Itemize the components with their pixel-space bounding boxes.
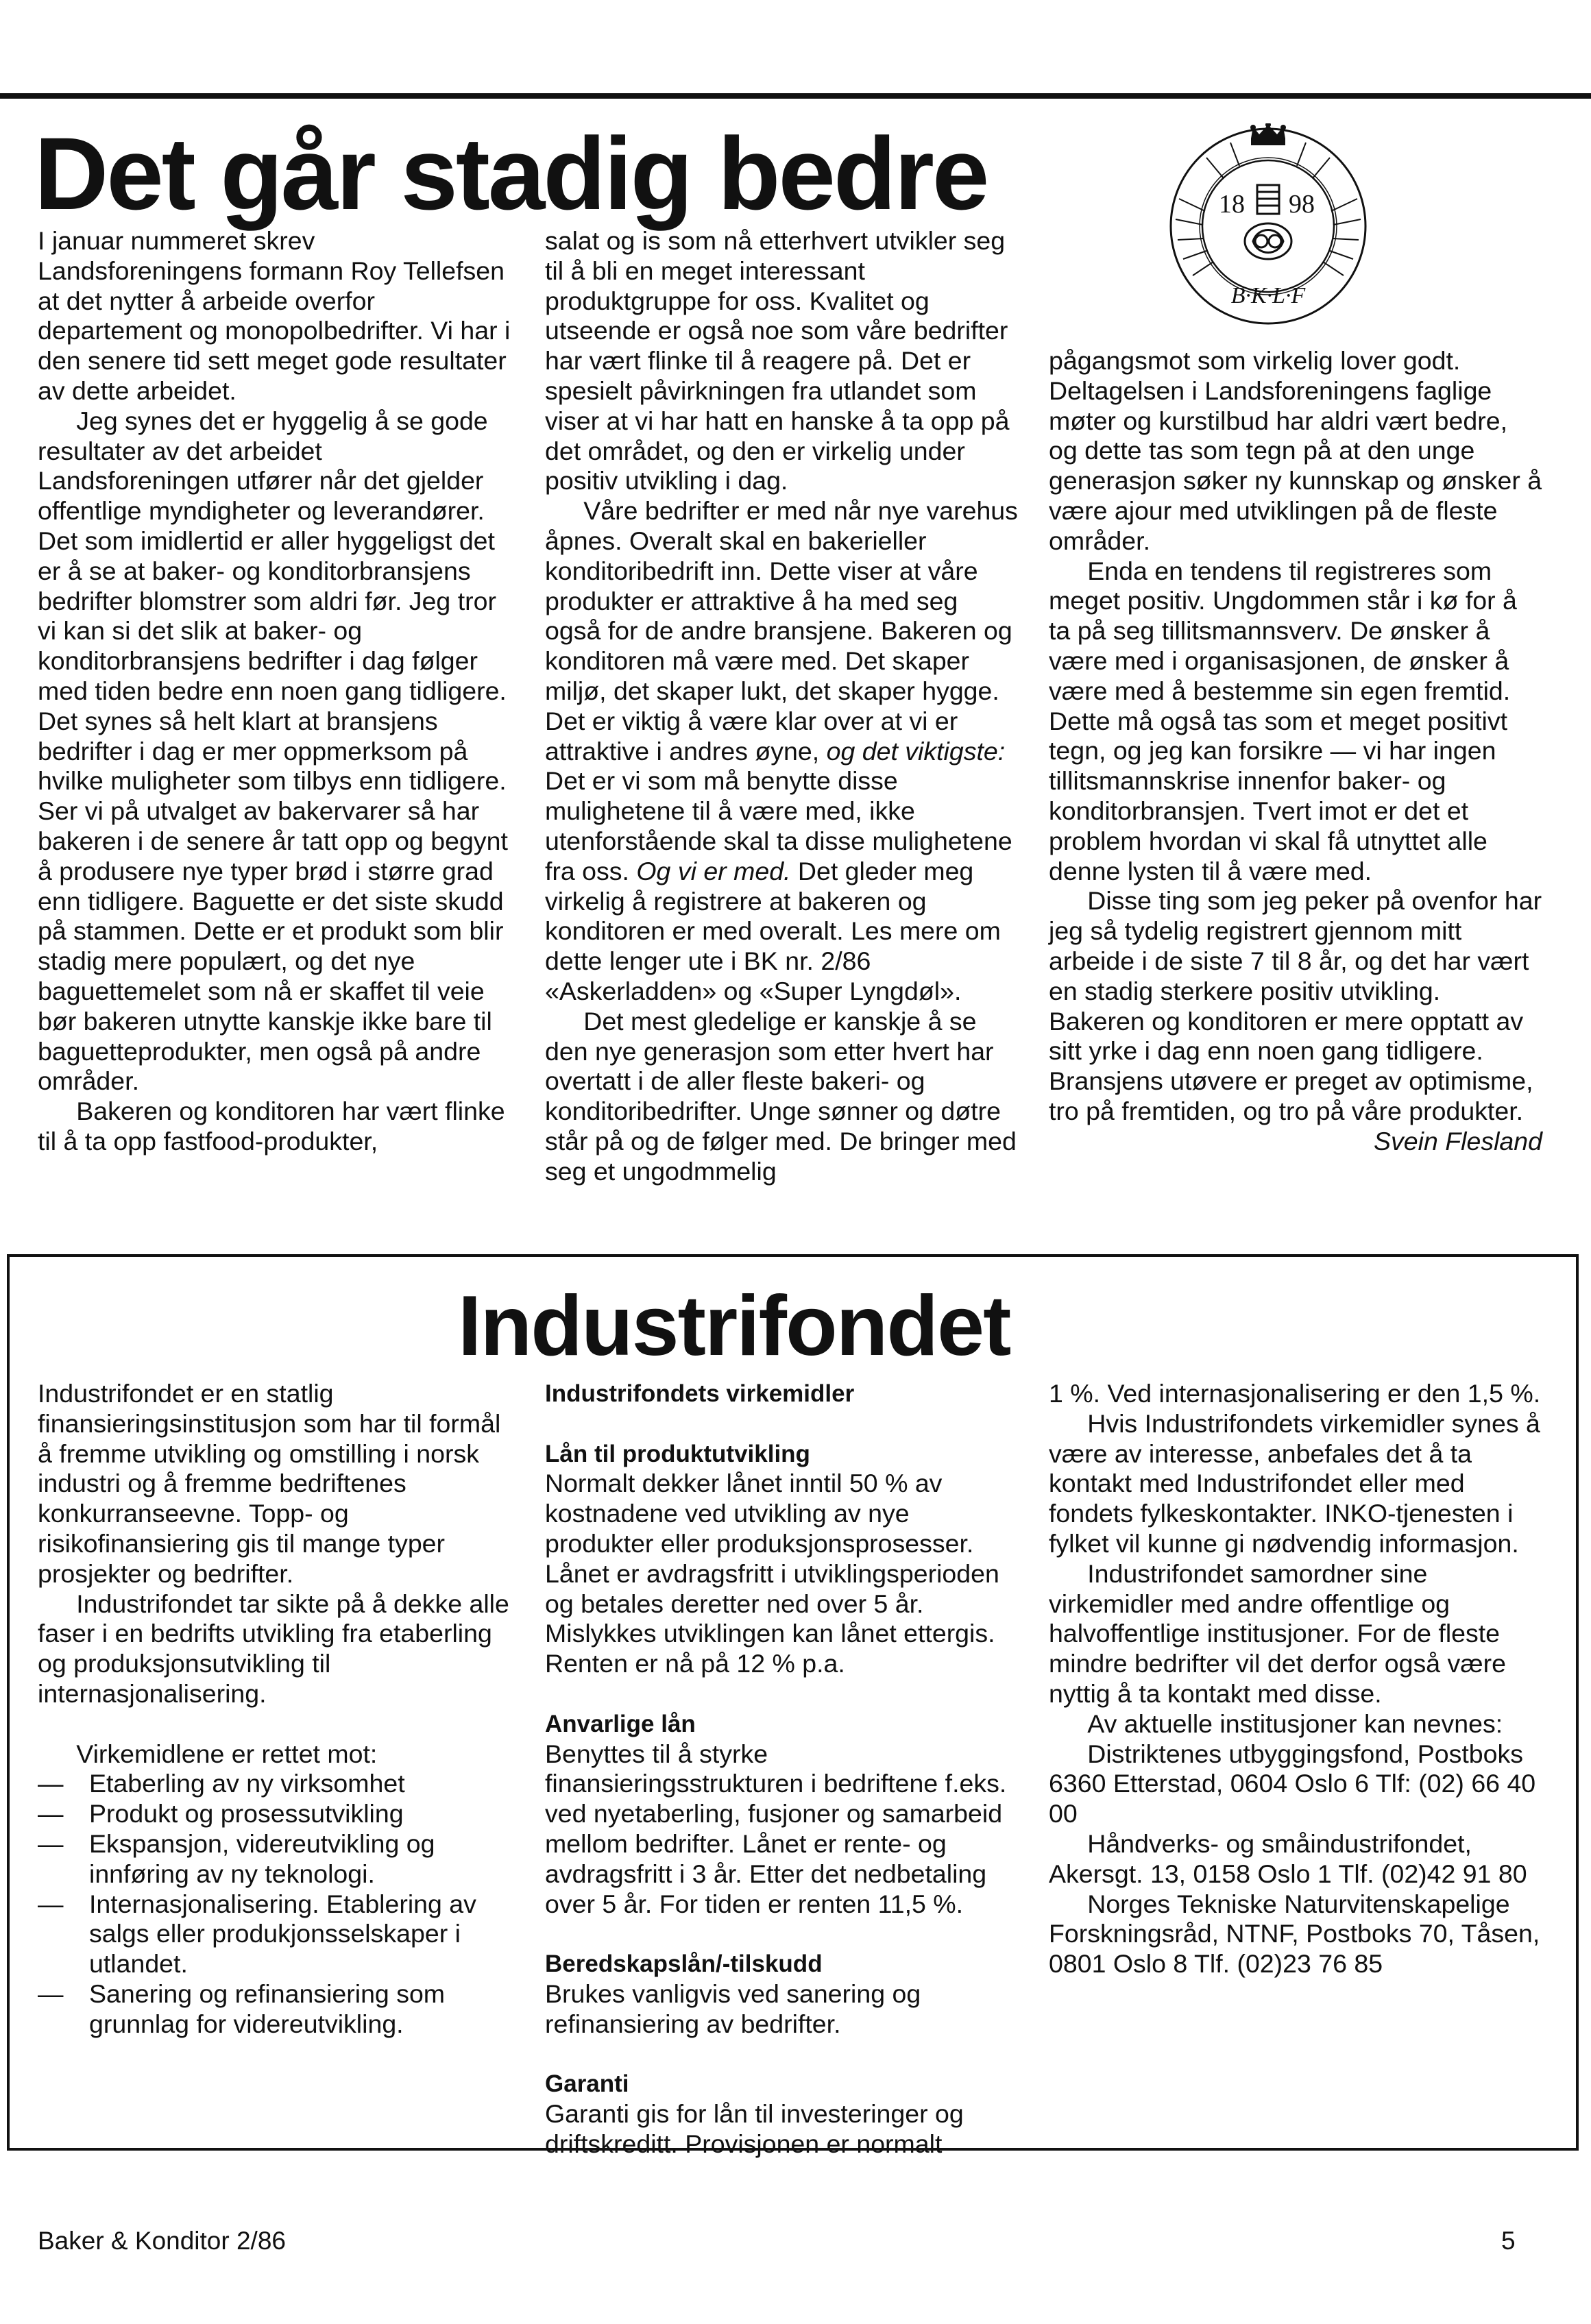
box-paragraph: 1 %. Ved internasjonalisering er den 1,5 %. (1049, 1379, 1541, 1408)
emblem-initials: B·K·L·F (1230, 283, 1306, 308)
institution-entry: Håndverks- og småindustrifondet, Akersgt. 13, 0158 Oslo 1 Tlf. (02)42 91 80 (1049, 1828, 1527, 1888)
section-text: Normalt dekker lånet inntil 50 % av kostnadene ved utvikling av nye produkter eller produksjonsprosesser. Lånet er avdragsfritt i utviklingsperioden og betales deretter ned over 5 år. Mislykkes utviklingen kan lånet ettergis. Renten er nå på 12 % p.a. (545, 1469, 999, 1678)
box-paragraph: Av aktuelle institusjoner kan nevnes: (1087, 1709, 1503, 1738)
svg-text:18: 18 (1219, 190, 1245, 219)
box-paragraph: Hvis Industrifondets virkemidler synes å være av interesse, anbefales det å ta kontakt med Industrifondet eller med fondets fylkeskontakter. INKO-tjenesten i fylket vil kunne gi nødvendig informasjon. (1049, 1408, 1540, 1558)
article-column-2 (545, 226, 1018, 1187)
institution-entry: Distriktenes utbyggingsfond, Postboks 6360 Etterstad, 0604 Oslo 6 Tlf: (02) 66 40 00 (1049, 1739, 1536, 1828)
article-paragraph: Disse ting som jeg peker på ovenfor har jeg så tydelig registrert gjennom mitt arbeide i de siste 7 til 8 år, og det har vært en stadig sterkere positiv utvikling. Bakeren og konditoren er mere opptatt av sitt yrke i dag enn noen gang tidligere. Bransjens utøvere er preget av optimisme, tro på fremtiden, og tro på våre produkter. (1049, 886, 1542, 1125)
virkemidler-list (38, 1769, 511, 2039)
section-heading: Anvarlige lån (545, 1710, 696, 1737)
article-paragraph: I januar nummeret skrev Landsforeningens formann Roy Tellefsen at det nytter å arbeide overfor departement og monopolbedrifter. Vi har i den senere tid sett meget gode resultater av dette arbeidet. (38, 226, 511, 405)
box-column-2 (545, 1379, 1018, 2160)
box-column-3 (1049, 1379, 1542, 1979)
article-column-3 (1049, 346, 1542, 1157)
page-number: 5 (1501, 2227, 1516, 2255)
box-paragraph: Industrifondet tar sikte på å dekke alle faser i en bedrifts utvikling fra etaberling og produksjonsutvikling til internasjonalisering. (38, 1589, 509, 1708)
section-text: Benyttes til å styrke finansieringsstrukturen i bedriftene f.eks. ved nyetaberling, fusjoner og samarbeid mellom bedrifter. Lånet er rente- og avdragsfritt i 3 år. Etter det nedbetaling over 5 år. For tiden er renten 11,5 %. (545, 1739, 1007, 1918)
list-item: — Ekspansjon, videreutvikling og innføring av ny teknologi. (38, 1829, 511, 1889)
article-paragraph: Jeg synes det er hyggelig å se gode resultater av det arbeidet Landsforeningen utfører når det gjelder offentlige myndigheter og leverandører. Det som imidlertid er aller hyggeligst det er å se at baker- og konditorbransjens bedrifter blomstrer som aldri før. Jeg tror vi kan si det slik at baker- og konditorbransjens bedrifter i dag følger med tiden bedre enn noen gang tidligere. Det synes så helt klart at bransjens bedrifter i dag er mer oppmerksom på hvilke muligheter som tilbys enn tidligere. Ser vi på utvalget av bakervarer så har bakeren i de senere år tatt opp og begynt å produsere nye typer brød i større grad enn tidligere. Baguette er det siste skudd på stammen. Dette er et produkt som blir stadig mere populært, og det nye baguettemelet som nå er skaffet til veie bør bakeren utnytte kanskje ikke bare til baguetteprodukter, men også på andre områder. (38, 406, 508, 1096)
list-intro: Virkemidlene er rettet mot: (76, 1739, 378, 1768)
article-paragraph: salat og is som nå etterhvert utvikler seg til å bli en meget interessant produktgruppe for oss. Kvalitet og utseende er også noe som våre bedrifter har vært flinke til å reagere på. Det er spesielt påvirkningen fra utlandet som viser at vi har hatt en hanske å ta opp på det området, og den er virkelig under positiv utvikling i dag. (545, 226, 1010, 496)
svg-text:98: 98 (1289, 190, 1315, 219)
list-item: — Sanering og refinansiering som grunnlag for videreutvikling. (38, 1979, 511, 2040)
article-column-1 (38, 226, 511, 1157)
section-heading: Beredskapslån/-tilskudd (545, 1950, 823, 1978)
box-paragraph: Industrifondet er en statlig finansieringsinstitusjon som har til formål å fremme utvikling og omstilling i norsk industri og å fremme bedriftenes konkurranseevne. Topp- og risikofinansiering gis til mange typer prosjekter og bedrifter. (38, 1379, 501, 1588)
box-column-1 (38, 1379, 511, 2040)
article-paragraph: Våre bedrifter er med når nye varehus åpnes. Overalt skal en bakerieller konditoribedrift inn. Dette viser at våre produkter er attraktive å ha med seg også for de andre bransjene. Bakeren og konditoren må være med. Det skaper miljø, det skaper lukt, det skaper hygge. Det er viktig å være klar over at vi er attraktive i andres øyne, og det viktigste: Det er vi som må benytte disse mulighetene til å være med, ikke utenforstående skal ta disse mulighetene fra oss. Og vi er med. Det gleder meg virkelig å registrere at bakeren og konditoren er med overalt. Les mere om dette lenger ute i BK nr. 2/86 «Askerladden» og «Super Lyngdøl». (545, 496, 1018, 1005)
publication-footer: Baker & Konditor 2/86 (38, 2227, 286, 2255)
article-paragraph: Bakeren og konditoren har vært flinke til å ta opp fastfood-produkter, (38, 1097, 505, 1155)
section-heading: Garanti (545, 2070, 629, 2098)
section-heading: Lån til produktutvikling (545, 1440, 810, 1467)
section-text: Garanti gis for lån til investeringer og driftskreditt. Provisjonen er normalt (545, 2099, 964, 2158)
list-item: — Internasjonalisering. Etablering av salgs eller produkjonsselskaper i utlandet. (38, 1889, 511, 1979)
institution-entry: Norges Tekniske Naturvitenskapelige Forskningsråd, NTNF, Postboks 70, Tåsen, 0801 Oslo 8 Tlf. (02)23 76 85 (1049, 1889, 1540, 1979)
article-paragraph: Det mest gledelige er kanskje å se den nye generasjon som etter hvert har overtatt i de aller fleste bakeri- og konditoribedrifter. Unge sønner og døtre står på og de følger med. De bringer med seg et ungodmmelig (545, 1006, 1017, 1186)
section-text: Brukes vanligvis ved sanering og refinansiering av bedrifter. (545, 1979, 921, 2038)
section-heading: Industrifondets virkemidler (545, 1380, 855, 1407)
list-item: — Etaberling av ny virksomhet (38, 1769, 511, 1799)
box-paragraph: Industrifondet samordner sine virkemidler med andre offentlige og halvoffentlige institusjoner. For de fleste mindre bedrifter vil det derfor også være nyttig å ta kontakt med disse. (1049, 1558, 1506, 1708)
article-paragraph: Enda en tendens til registreres som meget positiv. Ungdommen står i kø for å ta på seg tillitsmannsverv. De ønsker å være med i organisasjonen, de ønsker å være med å bestemme sin egen fremtid. Dette må også tas som et meget positivt tegn, og jeg kan forsikre — vi har ingen tillitsmannskrise innenfor baker- og konditorbransjen. Tvert imot er det et problem hvordan vi skal få utnyttet alle denne lysten til å være med. (1049, 556, 1517, 885)
top-rule (0, 93, 1591, 99)
box-title: Industrifondet (458, 1279, 1010, 1373)
list-item: — Produkt og prosessutvikling (38, 1799, 511, 1829)
bklf-emblem-icon (1165, 123, 1371, 329)
article-paragraph: pågangsmot som virkelig lover godt. Deltagelsen i Landsforeningens faglige møter og kurstilbud har aldri vært bedre, og dette tas som tegn på at den unge generasjon søker ny kunnskap og ønsker å være ajour med utviklingen på de fleste områder. (1049, 346, 1542, 555)
article-headline: Det går stadig bedre (34, 116, 988, 231)
article-signature: Svein Flesland (1374, 1126, 1542, 1155)
